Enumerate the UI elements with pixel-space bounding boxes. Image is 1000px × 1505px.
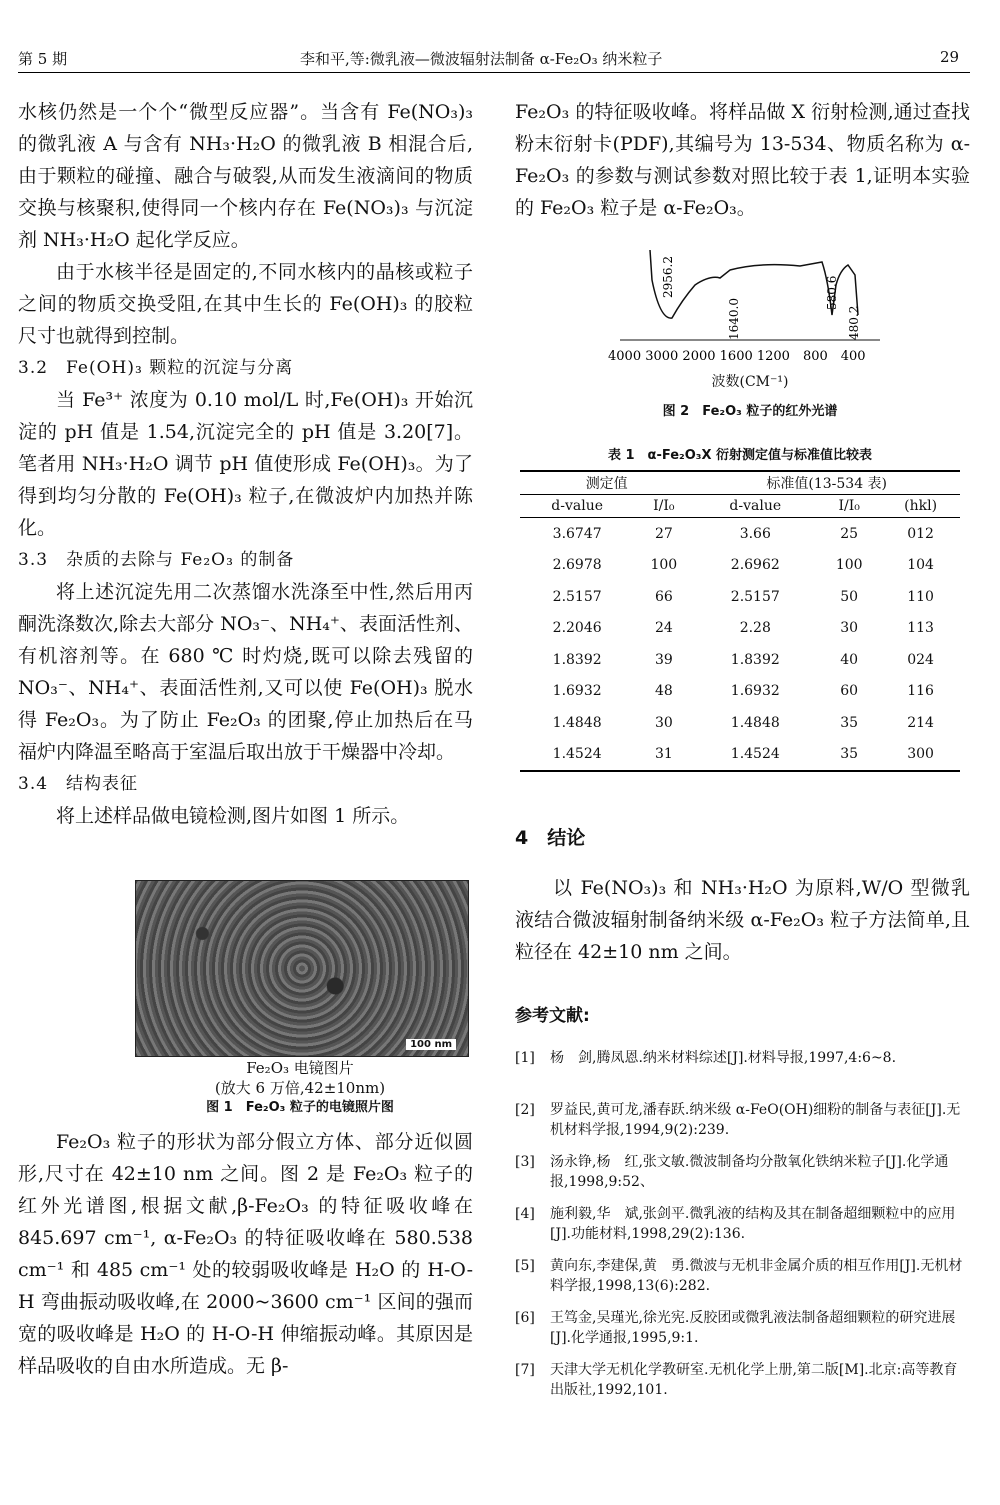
table-cell: 104 bbox=[907, 557, 934, 574]
reference-item bbox=[515, 1256, 970, 1296]
table-cell: 39 bbox=[654, 651, 673, 668]
figure-2-caption: 图 2 Fe₂O₃ 粒子的红外光谱 bbox=[662, 404, 838, 419]
xrd-comparison-table bbox=[520, 470, 960, 772]
table-cell: 214 bbox=[907, 714, 934, 731]
paragraph: 水核仍然是一个个“微型反应器”。当含有 Fe(NO₃)₃ 的微乳液 A 与含有 NH₃·H₂O 的微乳液 B 相混合后,由于颗粒的碰撞、融合与破裂,从而发生液滴间的物质交换与核聚积,使得同一个核内存在 Fe(NO₃)₃ 与沉淀剂 NH₃·H₂O 起化学反应。 bbox=[18, 101, 473, 251]
table-cell: 40 bbox=[840, 651, 859, 668]
table-row bbox=[520, 644, 960, 676]
paragraph: 以 Fe(NO₃)₃ 和 NH₃·H₂O 为原料,W/O 型微乳液结合微波辐射制备纳米级 α-Fe₂O₃ 粒子方法简单,且粒径在 42±10 nm 之间。 bbox=[515, 877, 970, 963]
paragraph: Fe₂O₃ 粒子的形状为部分假立方体、部分近似圆形,尺寸在 42±10 nm 之间。图 2 是 Fe₂O₃ 粒子的红外光谱图,根据文献,β-Fe₂O₃ 的特征吸收峰在 845.697 cm⁻¹, α-Fe₂O₃ 的特征吸收峰在 580.538 cm⁻¹ 和 485 cm⁻¹ 处的较弱吸收峰是 H₂O 的 H-O-H 弯曲振动吸收峰,在 2000~3600 cm⁻¹ 区间的强而宽的吸收峰是 H₂O 的 H-O-H 伸缩振动峰。其原因是样品吸收的自由水所造成。无 β- bbox=[18, 1131, 473, 1377]
table-cell: 3.6747 bbox=[552, 525, 602, 542]
table-cell: 25 bbox=[840, 525, 859, 542]
table-cell: 012 bbox=[907, 525, 934, 542]
reference-number: [1] bbox=[515, 1050, 535, 1066]
tem-micrograph-image bbox=[135, 880, 469, 1057]
header-rule bbox=[18, 72, 970, 73]
table-cell: 48 bbox=[654, 683, 673, 700]
table-cell: 3.66 bbox=[739, 525, 771, 542]
reference-text: 天津大学无机化学教研室.无机化学上册,第二版[M].北京:高等教育出版社,1992,101. bbox=[550, 1362, 958, 1398]
reference-text: 杨 剑,腾凤恩.纳米材料综述[J].材料导报,1997,4:6~8. bbox=[550, 1050, 897, 1066]
right-column-bottom bbox=[515, 822, 970, 1032]
paragraph: 将上述样品做电镜检测,图片如图 1 所示。 bbox=[56, 805, 410, 827]
left-column-bottom bbox=[18, 1126, 473, 1382]
paragraph: 将上述沉淀先用二次蒸馏水洗涤至中性,然后用丙酮洗涤数次,除去大部分 NO₃⁻、NH₄⁺、表面活性剂、有机溶剂等。在 680 ℃ 时灼烧,既可以除去残留的 NO₃⁻、NH₄⁺、表面活性剂,又可以使 Fe(OH)₃ 脱水得 Fe₂O₃。为了防止 Fe₂O₃ 的团聚,停止加热后在马福炉内降温至略高于室温后取出放于干燥器中冷却。 bbox=[18, 581, 473, 763]
column-header: d-value bbox=[729, 498, 782, 514]
left-column-top bbox=[18, 96, 473, 832]
figure-1-caption bbox=[120, 1058, 480, 1118]
table-cell: 2.5157 bbox=[552, 588, 602, 605]
table-cell: 113 bbox=[907, 620, 934, 637]
x-axis-ticks: 4000 3000 2000 1600 1200 800 400 bbox=[608, 349, 866, 364]
table-cell: 2.6962 bbox=[730, 557, 780, 574]
table-caption: 表 1 α-Fe₂O₃X 衍射测定值与标准值比较表 bbox=[607, 448, 873, 463]
table-cell: 2.6978 bbox=[552, 557, 602, 574]
reference-item bbox=[515, 1360, 970, 1400]
ir-spectrum-figure bbox=[600, 240, 900, 380]
section-heading: 4 结论 bbox=[515, 827, 586, 849]
table-row bbox=[520, 707, 960, 739]
table-cell: 24 bbox=[654, 620, 673, 637]
column-header: d-value bbox=[551, 498, 604, 514]
issue-number: 第 5 期 bbox=[18, 50, 68, 68]
column-header: I/I₀ bbox=[653, 498, 675, 514]
table-cell: 27 bbox=[654, 525, 673, 542]
reference-text: 黄向东,李建保,黄 勇.微波与无机非金属介质的相互作用[J].无机材料学报,1998,13(6):282. bbox=[550, 1258, 963, 1294]
reference-text: 王笃金,吴瑾光,徐光宪.反胶团或微乳液法制备超细颗粒的研究进展[J].化学通报,1995,9:1. bbox=[550, 1310, 956, 1346]
table-row bbox=[520, 676, 960, 708]
table-cell: 2.28 bbox=[739, 620, 771, 637]
table-cell: 1.4848 bbox=[552, 714, 602, 731]
table-row bbox=[520, 518, 960, 550]
reference-number: [6] bbox=[515, 1310, 535, 1326]
reference-number: [5] bbox=[515, 1258, 535, 1274]
page-number: 29 bbox=[940, 48, 960, 66]
reference-number: [3] bbox=[515, 1154, 535, 1170]
table-row bbox=[520, 739, 960, 772]
right-column-top bbox=[515, 96, 970, 224]
table-cell: 100 bbox=[650, 557, 678, 574]
peak-label: 2956.2 bbox=[661, 256, 675, 298]
table-cell: 30 bbox=[654, 714, 673, 731]
table-cell: 110 bbox=[907, 588, 934, 605]
column-header: (hkl) bbox=[904, 498, 938, 514]
table-cell: 1.8392 bbox=[730, 651, 780, 668]
header-measured: 测定值 bbox=[520, 471, 693, 495]
peak-label: 480.2 bbox=[847, 305, 861, 340]
table-cell: 1.6932 bbox=[730, 683, 780, 700]
reference-item bbox=[515, 1308, 970, 1348]
table-cell: 66 bbox=[654, 588, 673, 605]
table-row bbox=[520, 581, 960, 613]
section-heading: 3.2 Fe(OH)₃ 颗粒的沉淀与分离 bbox=[18, 358, 294, 378]
table-body bbox=[520, 518, 960, 772]
figure-title: 图 1 Fe₂O₃ 粒子的电镜照片图 bbox=[206, 1100, 394, 1115]
table-cell: 1.4524 bbox=[730, 746, 780, 763]
header-standard: 标准值(13-534 表) bbox=[693, 471, 960, 495]
scale-bar-label: 100 nm bbox=[406, 1039, 456, 1050]
x-axis-label: 波数(CM⁻¹) bbox=[711, 374, 789, 390]
figure-caption-line: (放大 6 万倍,42±10nm) bbox=[214, 1079, 386, 1097]
table-row bbox=[520, 550, 960, 582]
table-cell: 2.5157 bbox=[730, 588, 780, 605]
reference-number: [4] bbox=[515, 1206, 535, 1222]
reference-number: [2] bbox=[515, 1102, 535, 1118]
reference-item bbox=[515, 1204, 970, 1244]
table-cell: 30 bbox=[840, 620, 859, 637]
table-column-row bbox=[520, 495, 960, 518]
reference-text: 罗益民,黄可龙,潘春跃.纳米级 α-FeO(OH)细粉的制备与表征[J].无机材料学报,1994,9(2):239. bbox=[550, 1102, 961, 1138]
paragraph: Fe₂O₃ 的特征吸收峰。将样品做 X 衍射检测,通过查找粉末衍射卡(PDF),其编号为 13-534、物质名称为 α-Fe₂O₃ 的参数与测试参数对照比较于表 1,证明本实验的 Fe₂O₃ 粒子是 α-Fe₂O₃。 bbox=[515, 101, 970, 219]
table-cell: 60 bbox=[840, 683, 859, 700]
references-heading: 参考文献: bbox=[515, 1006, 590, 1026]
table-cell: 1.8392 bbox=[552, 651, 602, 668]
table-row bbox=[520, 613, 960, 645]
column-header: I/I₀ bbox=[838, 498, 860, 514]
running-title: 李和平,等:微乳液—微波辐射法制备 α-Fe₂O₃ 纳米粒子 bbox=[300, 50, 663, 68]
table-cell: 024 bbox=[907, 651, 934, 668]
reference-number: [7] bbox=[515, 1362, 535, 1378]
table-cell: 300 bbox=[907, 746, 934, 763]
reference-text: 汤永铮,杨 红,张文敏.微波制备均分散氧化铁纳米粒子[J].化学通报,1998,9:52、 bbox=[550, 1154, 949, 1190]
peak-label: 580.6 bbox=[825, 275, 839, 310]
reference-item bbox=[515, 1152, 970, 1192]
section-heading: 3.4 结构表征 bbox=[18, 774, 139, 794]
table-cell: 35 bbox=[840, 714, 859, 731]
section-heading: 3.3 杂质的去除与 Fe₂O₃ 的制备 bbox=[18, 550, 295, 570]
table-cell: 31 bbox=[654, 746, 673, 763]
table-cell: 1.4848 bbox=[730, 714, 780, 731]
peak-label: 1640.0 bbox=[727, 298, 741, 340]
reference-item bbox=[515, 1100, 970, 1140]
paragraph: 当 Fe³⁺ 浓度为 0.10 mol/L 时,Fe(OH)₃ 开始沉淀的 pH 值是 1.54,沉淀完全的 pH 值是 3.20[7]。笔者用 NH₃·H₂O 调节 pH 值使形成 Fe(OH)₃。为了得到均匀分散的 Fe(OH)₃ 粒子,在微波炉内加热并陈化。 bbox=[18, 389, 473, 539]
table-cell: 116 bbox=[907, 683, 934, 700]
table-cell: 50 bbox=[840, 588, 859, 605]
table-cell: 35 bbox=[840, 746, 859, 763]
table-cell: 2.2046 bbox=[552, 620, 602, 637]
table-header-row bbox=[520, 471, 960, 495]
figure-caption-line: Fe₂O₃ 电镜图片 bbox=[246, 1059, 354, 1077]
table-cell: 1.4524 bbox=[552, 746, 602, 763]
table-cell: 100 bbox=[835, 557, 863, 574]
reference-item bbox=[515, 1048, 970, 1068]
table-cell: 1.6932 bbox=[552, 683, 602, 700]
paragraph: 由于水核半径是固定的,不同水核内的晶核或粒子之间的物质交换受阻,在其中生长的 Fe(OH)₃ 的胶粒尺寸也就得到控制。 bbox=[18, 261, 473, 347]
reference-text: 施利毅,华 斌,张剑平.微乳液的结构及其在制备超细颗粒中的应用[J].功能材料,1998,29(2):136. bbox=[550, 1206, 956, 1242]
